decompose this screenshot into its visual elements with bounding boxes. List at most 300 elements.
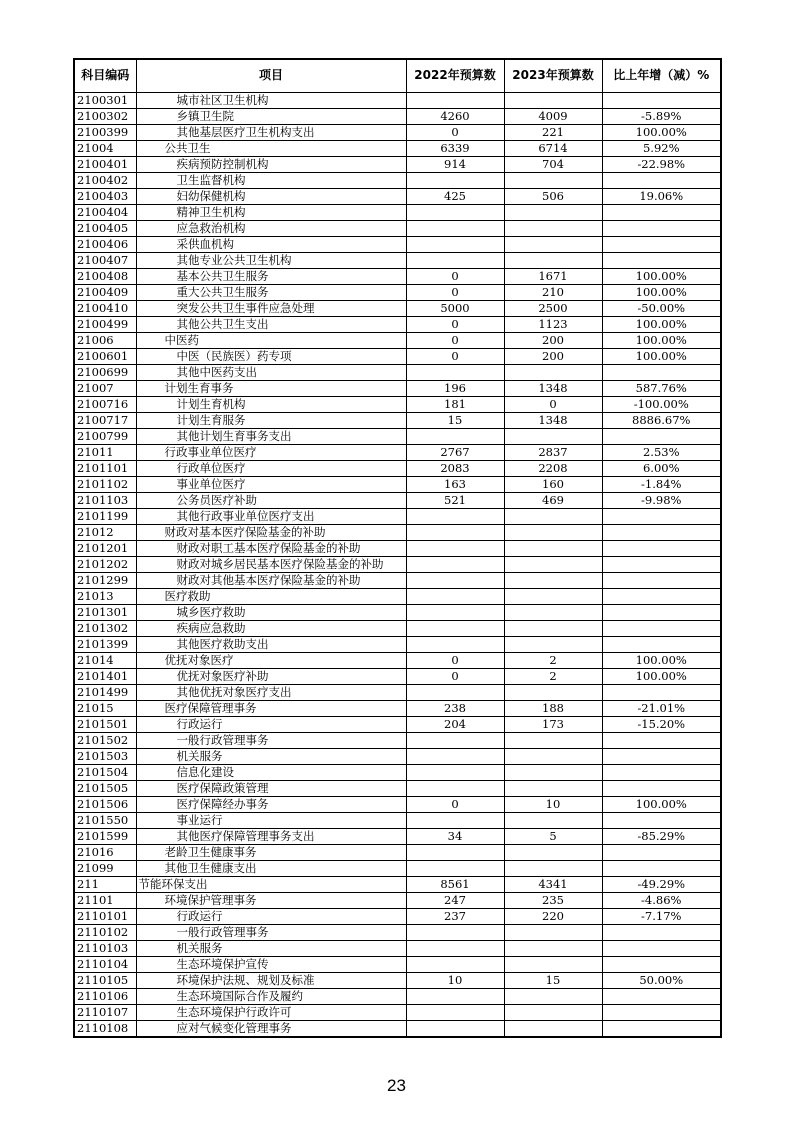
- table-row: [74, 508, 721, 524]
- table-row: [74, 876, 721, 892]
- code-cell: 2100401: [74, 156, 136, 172]
- budget-2023-cell: 220: [504, 908, 602, 924]
- code-cell: 2100499: [74, 316, 136, 332]
- budget-2023-cell: [504, 956, 602, 972]
- table-row: [74, 140, 721, 156]
- table-row: [74, 940, 721, 956]
- budget-2022-cell: [406, 204, 504, 220]
- budget-2023-cell: 210: [504, 284, 602, 300]
- change-percent-cell: [602, 860, 721, 876]
- item-name-cell: 行政事业单位医疗: [136, 444, 406, 460]
- item-name-cell: 事业单位医疗: [136, 476, 406, 492]
- item-name-cell: 公共卫生: [136, 140, 406, 156]
- budget-2022-cell: [406, 748, 504, 764]
- budget-2022-cell: [406, 988, 504, 1004]
- code-cell: 2101506: [74, 796, 136, 812]
- item-name-cell: 环境保护管理事务: [136, 892, 406, 908]
- item-name-cell: 应急救治机构: [136, 220, 406, 236]
- table-row: [74, 92, 721, 108]
- item-name-cell: 其他医疗救助支出: [136, 636, 406, 652]
- item-name-cell: 疾病应急救助: [136, 620, 406, 636]
- budget-2022-cell: 0: [406, 796, 504, 812]
- budget-2023-cell: [504, 1004, 602, 1020]
- change-percent-cell: [602, 1020, 721, 1037]
- code-cell: 21013: [74, 588, 136, 604]
- budget-2023-cell: 200: [504, 332, 602, 348]
- table-row: [74, 732, 721, 748]
- code-cell: 2101401: [74, 668, 136, 684]
- change-percent-cell: [602, 92, 721, 108]
- item-name-cell: 其他专业公共卫生机构: [136, 252, 406, 268]
- budget-2022-cell: [406, 572, 504, 588]
- table-row: [74, 412, 721, 428]
- page-number: 23: [387, 1076, 406, 1095]
- item-name-cell: 重大公共卫生服务: [136, 284, 406, 300]
- budget-2023-cell: 160: [504, 476, 602, 492]
- budget-2022-cell: [406, 364, 504, 380]
- code-cell: 2101101: [74, 460, 136, 476]
- change-percent-cell: -9.98%: [602, 492, 721, 508]
- code-cell: 2100405: [74, 220, 136, 236]
- item-name-cell: 城市社区卫生机构: [136, 92, 406, 108]
- budget-table: [73, 58, 722, 1038]
- code-cell: 2101199: [74, 508, 136, 524]
- change-percent-cell: [602, 572, 721, 588]
- header-item: 项目: [136, 59, 406, 92]
- budget-2022-cell: [406, 172, 504, 188]
- table-row: [74, 428, 721, 444]
- item-name-cell: 生态环境保护宣传: [136, 956, 406, 972]
- code-cell: 2101202: [74, 556, 136, 572]
- change-percent-cell: [602, 524, 721, 540]
- code-cell: 21004: [74, 140, 136, 156]
- table-row: [74, 460, 721, 476]
- table-row: [74, 268, 721, 284]
- code-cell: 2100402: [74, 172, 136, 188]
- change-percent-cell: [602, 940, 721, 956]
- change-percent-cell: [602, 620, 721, 636]
- change-percent-cell: [602, 684, 721, 700]
- change-percent-cell: [602, 764, 721, 780]
- budget-2023-cell: [504, 92, 602, 108]
- header-2023: 2023年预算数: [504, 59, 602, 92]
- budget-2022-cell: [406, 92, 504, 108]
- budget-2022-cell: [406, 636, 504, 652]
- item-name-cell: 城乡医疗救助: [136, 604, 406, 620]
- change-percent-cell: 100.00%: [602, 668, 721, 684]
- change-percent-cell: 100.00%: [602, 348, 721, 364]
- budget-2023-cell: [504, 540, 602, 556]
- change-percent-cell: 19.06%: [602, 188, 721, 204]
- table-row: [74, 236, 721, 252]
- code-cell: 21011: [74, 444, 136, 460]
- budget-2022-cell: [406, 780, 504, 796]
- code-cell: 2101103: [74, 492, 136, 508]
- budget-2023-cell: [504, 764, 602, 780]
- change-percent-cell: 100.00%: [602, 284, 721, 300]
- table-row: [74, 220, 721, 236]
- code-cell: 2101504: [74, 764, 136, 780]
- change-percent-cell: 100.00%: [602, 268, 721, 284]
- table-row: [74, 684, 721, 700]
- item-name-cell: 其他优抚对象医疗支出: [136, 684, 406, 700]
- table-row: [74, 924, 721, 940]
- budget-2022-cell: 237: [406, 908, 504, 924]
- budget-2023-cell: [504, 252, 602, 268]
- item-name-cell: 其他医疗保障管理事务支出: [136, 828, 406, 844]
- item-name-cell: 计划生育服务: [136, 412, 406, 428]
- table-row: [74, 444, 721, 460]
- code-cell: 2110104: [74, 956, 136, 972]
- table-row: [74, 188, 721, 204]
- code-cell: 21015: [74, 700, 136, 716]
- code-cell: 2101302: [74, 620, 136, 636]
- table-row: [74, 748, 721, 764]
- budget-2023-cell: [504, 172, 602, 188]
- code-cell: 2110102: [74, 924, 136, 940]
- change-percent-cell: -50.00%: [602, 300, 721, 316]
- code-cell: 2101201: [74, 540, 136, 556]
- item-name-cell: 卫生监督机构: [136, 172, 406, 188]
- budget-2022-cell: 914: [406, 156, 504, 172]
- item-name-cell: 一般行政管理事务: [136, 924, 406, 940]
- table-row: [74, 652, 721, 668]
- item-name-cell: 基本公共卫生服务: [136, 268, 406, 284]
- budget-2022-cell: [406, 924, 504, 940]
- budget-2023-cell: [504, 236, 602, 252]
- code-cell: 2100407: [74, 252, 136, 268]
- change-percent-cell: [602, 428, 721, 444]
- budget-2023-cell: [504, 988, 602, 1004]
- code-cell: 21006: [74, 332, 136, 348]
- change-percent-cell: 6.00%: [602, 460, 721, 476]
- code-cell: 2110108: [74, 1020, 136, 1037]
- table-row: [74, 556, 721, 572]
- table-row: [74, 364, 721, 380]
- change-percent-cell: [602, 636, 721, 652]
- table-row: [74, 620, 721, 636]
- item-name-cell: 突发公共卫生事件应急处理: [136, 300, 406, 316]
- item-name-cell: 优抚对象医疗补助: [136, 668, 406, 684]
- table-row: [74, 348, 721, 364]
- code-cell: 2101102: [74, 476, 136, 492]
- change-percent-cell: [602, 236, 721, 252]
- budget-2023-cell: 2837: [504, 444, 602, 460]
- change-percent-cell: [602, 508, 721, 524]
- change-percent-cell: 5.92%: [602, 140, 721, 156]
- budget-2022-cell: 0: [406, 668, 504, 684]
- table-row: [74, 988, 721, 1004]
- table-row: [74, 300, 721, 316]
- budget-2023-cell: [504, 428, 602, 444]
- budget-2023-cell: 1348: [504, 412, 602, 428]
- change-percent-cell: [602, 1004, 721, 1020]
- change-percent-cell: 100.00%: [602, 796, 721, 812]
- item-name-cell: 行政单位医疗: [136, 460, 406, 476]
- table-row: [74, 332, 721, 348]
- code-cell: 2101301: [74, 604, 136, 620]
- change-percent-cell: 100.00%: [602, 124, 721, 140]
- change-percent-cell: [602, 732, 721, 748]
- item-name-cell: 乡镇卫生院: [136, 108, 406, 124]
- budget-2023-cell: [504, 364, 602, 380]
- budget-2023-cell: 469: [504, 492, 602, 508]
- change-percent-cell: [602, 220, 721, 236]
- budget-2022-cell: 0: [406, 124, 504, 140]
- item-name-cell: 应对气候变化管理事务: [136, 1020, 406, 1037]
- table-row: [74, 812, 721, 828]
- change-percent-cell: [602, 956, 721, 972]
- change-percent-cell: [602, 924, 721, 940]
- table-row: [74, 588, 721, 604]
- budget-2022-cell: 163: [406, 476, 504, 492]
- item-name-cell: 生态环境保护行政许可: [136, 1004, 406, 1020]
- budget-2022-cell: 2083: [406, 460, 504, 476]
- budget-2022-cell: [406, 860, 504, 876]
- budget-2022-cell: 34: [406, 828, 504, 844]
- budget-2022-cell: [406, 604, 504, 620]
- code-cell: 2110106: [74, 988, 136, 1004]
- change-percent-cell: [602, 604, 721, 620]
- budget-2022-cell: [406, 236, 504, 252]
- change-percent-cell: -49.29%: [602, 876, 721, 892]
- code-cell: 21101: [74, 892, 136, 908]
- code-cell: 2100301: [74, 92, 136, 108]
- table-row: [74, 700, 721, 716]
- item-name-cell: 中医（民族医）药专项: [136, 348, 406, 364]
- header-2022: 2022年预算数: [406, 59, 504, 92]
- budget-2022-cell: 10: [406, 972, 504, 988]
- code-cell: 2100302: [74, 108, 136, 124]
- budget-2023-cell: [504, 588, 602, 604]
- header-change: 比上年增（减）%: [602, 59, 721, 92]
- change-percent-cell: 2.53%: [602, 444, 721, 460]
- item-name-cell: 行政运行: [136, 908, 406, 924]
- budget-2022-cell: 2767: [406, 444, 504, 460]
- table-row: [74, 156, 721, 172]
- budget-2023-cell: [504, 620, 602, 636]
- budget-2023-cell: 200: [504, 348, 602, 364]
- table-row: [74, 316, 721, 332]
- budget-2022-cell: [406, 940, 504, 956]
- code-cell: 2101399: [74, 636, 136, 652]
- table-row: [74, 572, 721, 588]
- change-percent-cell: 100.00%: [602, 652, 721, 668]
- code-cell: 2101501: [74, 716, 136, 732]
- change-percent-cell: [602, 540, 721, 556]
- change-percent-cell: 587.76%: [602, 380, 721, 396]
- code-cell: 2100717: [74, 412, 136, 428]
- item-name-cell: 妇幼保健机构: [136, 188, 406, 204]
- table-row: [74, 1004, 721, 1020]
- change-percent-cell: [602, 204, 721, 220]
- budget-2023-cell: [504, 812, 602, 828]
- table-row: [74, 108, 721, 124]
- budget-2023-cell: [504, 748, 602, 764]
- budget-2023-cell: [504, 780, 602, 796]
- budget-2023-cell: 0: [504, 396, 602, 412]
- table-row: [74, 844, 721, 860]
- budget-2022-cell: [406, 620, 504, 636]
- code-cell: 21014: [74, 652, 136, 668]
- item-name-cell: 生态环境国际合作及履约: [136, 988, 406, 1004]
- budget-2023-cell: 1348: [504, 380, 602, 396]
- table-row: [74, 396, 721, 412]
- code-cell: 2100410: [74, 300, 136, 316]
- budget-2023-cell: 1671: [504, 268, 602, 284]
- budget-2022-cell: [406, 1004, 504, 1020]
- table-row: [74, 860, 721, 876]
- budget-2023-cell: [504, 844, 602, 860]
- header-code: 科目编码: [74, 59, 136, 92]
- table-row: [74, 204, 721, 220]
- change-percent-cell: -7.17%: [602, 908, 721, 924]
- item-name-cell: 事业运行: [136, 812, 406, 828]
- budget-2023-cell: 1123: [504, 316, 602, 332]
- code-cell: 21099: [74, 860, 136, 876]
- code-cell: 2101503: [74, 748, 136, 764]
- budget-2022-cell: [406, 1020, 504, 1037]
- change-percent-cell: [602, 556, 721, 572]
- item-name-cell: 行政运行: [136, 716, 406, 732]
- item-name-cell: 财政对基本医疗保险基金的补助: [136, 524, 406, 540]
- budget-2022-cell: 181: [406, 396, 504, 412]
- budget-2023-cell: [504, 220, 602, 236]
- budget-2022-cell: 521: [406, 492, 504, 508]
- code-cell: 211: [74, 876, 136, 892]
- item-name-cell: 环境保护法规、规划及标准: [136, 972, 406, 988]
- budget-2023-cell: 2: [504, 652, 602, 668]
- item-name-cell: 医疗保障经办事务: [136, 796, 406, 812]
- change-percent-cell: -85.29%: [602, 828, 721, 844]
- item-name-cell: 疾病预防控制机构: [136, 156, 406, 172]
- code-cell: 2100408: [74, 268, 136, 284]
- budget-2023-cell: 15: [504, 972, 602, 988]
- code-cell: 2100601: [74, 348, 136, 364]
- table-row: [74, 796, 721, 812]
- change-percent-cell: -100.00%: [602, 396, 721, 412]
- change-percent-cell: 100.00%: [602, 332, 721, 348]
- budget-2023-cell: [504, 684, 602, 700]
- change-percent-cell: [602, 748, 721, 764]
- budget-2022-cell: [406, 956, 504, 972]
- item-name-cell: 信息化建设: [136, 764, 406, 780]
- budget-2022-cell: 238: [406, 700, 504, 716]
- budget-2022-cell: [406, 588, 504, 604]
- budget-2023-cell: 173: [504, 716, 602, 732]
- change-percent-cell: [602, 812, 721, 828]
- budget-2023-cell: [504, 636, 602, 652]
- header-row: [74, 59, 721, 92]
- budget-2022-cell: [406, 764, 504, 780]
- code-cell: 2100399: [74, 124, 136, 140]
- change-percent-cell: [602, 252, 721, 268]
- budget-2023-cell: 2: [504, 668, 602, 684]
- item-name-cell: 老龄卫生健康事务: [136, 844, 406, 860]
- budget-2023-cell: 2500: [504, 300, 602, 316]
- change-percent-cell: [602, 172, 721, 188]
- table-row: [74, 540, 721, 556]
- budget-2023-cell: 2208: [504, 460, 602, 476]
- item-name-cell: 其他中医药支出: [136, 364, 406, 380]
- budget-2023-cell: 188: [504, 700, 602, 716]
- table-row: [74, 252, 721, 268]
- budget-2022-cell: [406, 540, 504, 556]
- change-percent-cell: [602, 364, 721, 380]
- table-row: [74, 668, 721, 684]
- table-row: [74, 492, 721, 508]
- budget-2022-cell: [406, 556, 504, 572]
- item-name-cell: 一般行政管理事务: [136, 732, 406, 748]
- budget-2022-cell: [406, 524, 504, 540]
- budget-2022-cell: 4260: [406, 108, 504, 124]
- code-cell: 2101505: [74, 780, 136, 796]
- table-row: [74, 908, 721, 924]
- change-percent-cell: -5.89%: [602, 108, 721, 124]
- change-percent-cell: [602, 988, 721, 1004]
- code-cell: 2110101: [74, 908, 136, 924]
- budget-2022-cell: [406, 844, 504, 860]
- budget-2023-cell: [504, 1020, 602, 1037]
- budget-2023-cell: [504, 508, 602, 524]
- budget-2022-cell: 0: [406, 348, 504, 364]
- budget-2023-cell: [504, 556, 602, 572]
- budget-2022-cell: 0: [406, 316, 504, 332]
- budget-2022-cell: 6339: [406, 140, 504, 156]
- code-cell: 2100699: [74, 364, 136, 380]
- budget-2023-cell: [504, 604, 602, 620]
- table-header: [74, 59, 721, 92]
- table-row: [74, 284, 721, 300]
- budget-2023-cell: 704: [504, 156, 602, 172]
- budget-2022-cell: 0: [406, 268, 504, 284]
- budget-2022-cell: [406, 684, 504, 700]
- item-name-cell: 医疗保障管理事务: [136, 700, 406, 716]
- table-row: [74, 636, 721, 652]
- budget-2023-cell: 10: [504, 796, 602, 812]
- code-cell: 21007: [74, 380, 136, 396]
- table-row: [74, 380, 721, 396]
- budget-2022-cell: 247: [406, 892, 504, 908]
- change-percent-cell: -22.98%: [602, 156, 721, 172]
- budget-2022-cell: 0: [406, 284, 504, 300]
- item-name-cell: 计划生育事务: [136, 380, 406, 396]
- code-cell: 2100716: [74, 396, 136, 412]
- item-name-cell: 财政对城乡居民基本医疗保险基金的补助: [136, 556, 406, 572]
- budget-2023-cell: [504, 732, 602, 748]
- budget-2022-cell: 425: [406, 188, 504, 204]
- item-name-cell: 财政对职工基本医疗保险基金的补助: [136, 540, 406, 556]
- budget-2023-cell: [504, 924, 602, 940]
- item-name-cell: 机关服务: [136, 748, 406, 764]
- code-cell: 2100403: [74, 188, 136, 204]
- budget-2023-cell: 4009: [504, 108, 602, 124]
- table-row: [74, 828, 721, 844]
- budget-2022-cell: 15: [406, 412, 504, 428]
- change-percent-cell: -21.01%: [602, 700, 721, 716]
- item-name-cell: 其他计划生育事务支出: [136, 428, 406, 444]
- code-cell: 2100406: [74, 236, 136, 252]
- budget-2023-cell: [504, 940, 602, 956]
- item-name-cell: 财政对其他基本医疗保险基金的补助: [136, 572, 406, 588]
- budget-2023-cell: [504, 860, 602, 876]
- table-row: [74, 172, 721, 188]
- table-row: [74, 124, 721, 140]
- change-percent-cell: [602, 844, 721, 860]
- budget-2023-cell: 4341: [504, 876, 602, 892]
- table-row: [74, 476, 721, 492]
- item-name-cell: 机关服务: [136, 940, 406, 956]
